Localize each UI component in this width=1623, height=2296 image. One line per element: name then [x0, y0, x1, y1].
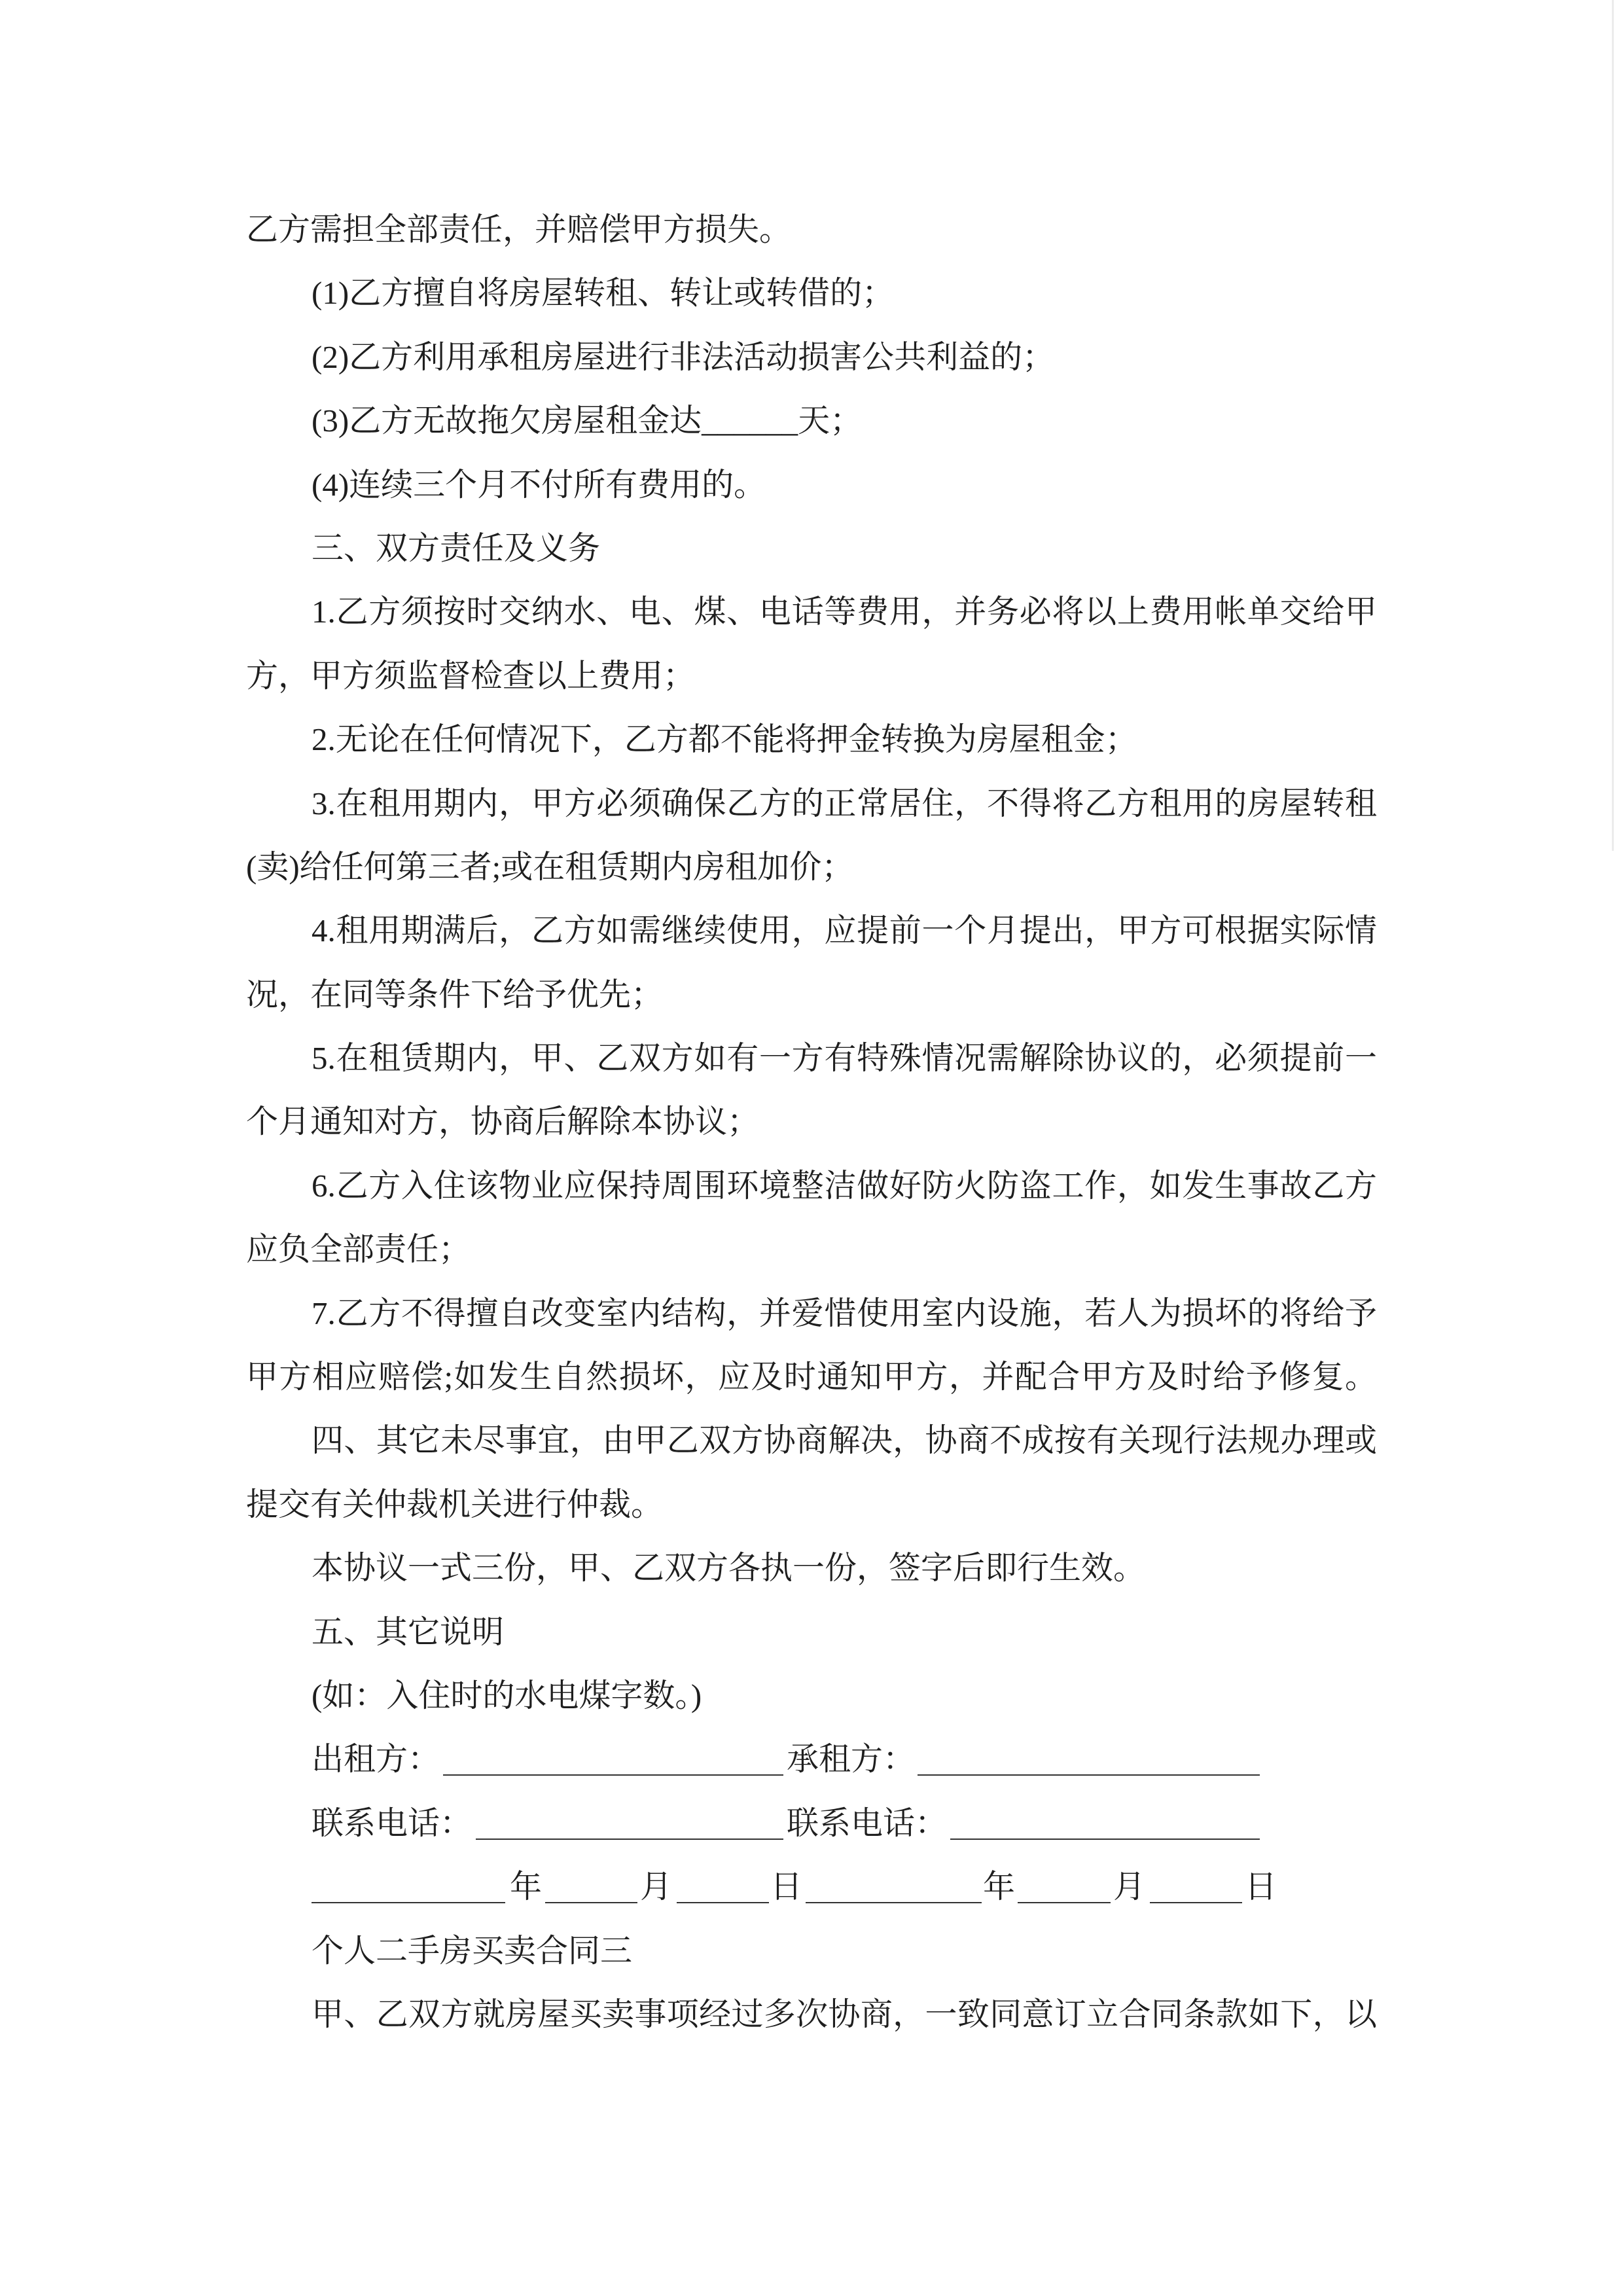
clause-item-1: (1)乙方擅自将房屋转租、转让或转借的； — [312, 275, 895, 312]
lessor-phone-blank — [476, 1839, 783, 1840]
day-label: 日 — [1245, 1869, 1277, 1905]
lessor-year-blank — [312, 1902, 505, 1903]
text-line: 提交有关仲裁机关进行仲裁。 — [246, 1486, 664, 1522]
signature-phone-row — [246, 1791, 1377, 1855]
lessee-phone-blank — [950, 1839, 1260, 1840]
lessee-blank — [918, 1774, 1260, 1776]
lessor-label: 出租方： — [312, 1741, 440, 1778]
clause-item-2: (2)乙方利用承租房屋进行非法活动损害公共利益的； — [312, 338, 1055, 375]
text-line: 6.乙方入住该物业应保持周围环境整洁做好防火防盗工作，如发生事故乙方 — [312, 1167, 1377, 1204]
lessee-phone-label: 联系电话： — [787, 1804, 948, 1841]
lessee-label: 承租方： — [787, 1741, 916, 1778]
signature-date-row — [246, 1855, 1377, 1918]
section-heading-other-matters: 四、其它未尽事宜，由甲乙双方协商解决，协商不成按有关现行法规办理或 — [312, 1422, 1377, 1459]
clause-item-4: (4)连续三个月不付所有费用的。 — [312, 466, 766, 503]
text-line: (卖)给任何第三者;或在租赁期内房租加价； — [246, 848, 854, 885]
lessee-year-blank — [806, 1902, 982, 1903]
day-label: 日 — [770, 1869, 803, 1905]
contract-title: 个人二手房买卖合同三 — [312, 1932, 633, 1969]
text-line: 应负全部责任； — [246, 1231, 471, 1268]
text-line: 方，甲方须监督检查以上费用； — [246, 657, 696, 694]
text-line: 甲方相应赔偿;如发生自然损坏，应及时通知甲方，并配合甲方及时给予修复。 — [246, 1359, 1377, 1395]
text-line: 3.在租用期内，甲方必须确保乙方的正常居住，不得将乙方租用的房屋转租 — [312, 785, 1377, 821]
signature-parties-row — [246, 1727, 1377, 1791]
text-line: 7.乙方不得擅自改变室内结构，并爱惜使用室内设施，若人为损坏的将给予 — [312, 1295, 1377, 1331]
text-line: 况，在同等条件下给予优先； — [246, 976, 664, 1013]
text-line: 个月通知对方，协商后解除本协议； — [246, 1103, 760, 1140]
lessor-blank — [443, 1774, 783, 1776]
lessee-day-blank — [1150, 1902, 1242, 1903]
month-label: 月 — [640, 1869, 673, 1905]
section-heading-notes: 五、其它说明 — [312, 1613, 505, 1650]
scan-edge-line — [1612, 0, 1614, 851]
lessor-month-blank — [545, 1902, 637, 1903]
clause-item-3: (3)乙方无故拖欠房屋租金达______天； — [312, 403, 863, 439]
lessor-phone-label: 联系电话： — [312, 1804, 473, 1841]
text-line: 1.乙方须按时交纳水、电、煤、电话等费用，并务必将以上费用帐单交给甲 — [312, 594, 1377, 630]
section-heading-responsibilities: 三、双方责任及义务 — [312, 529, 601, 566]
year-label: 年 — [510, 1869, 543, 1905]
text-line: 本协议一式三份，甲、乙双方各执一份，签字后即行生效。 — [312, 1550, 1146, 1587]
year-label: 年 — [983, 1869, 1016, 1905]
text-line: 5.在租赁期内，甲、乙双方如有一方有特殊情况需解除协议的，必须提前一 — [312, 1040, 1377, 1077]
text-line: 2.无论在任何情况下，乙方都不能将押金转换为房屋租金； — [312, 721, 1137, 758]
document-body — [246, 198, 1377, 2046]
text-line: (如：入住时的水电煤字数。) — [312, 1677, 702, 1713]
text-line: 乙方需担全部责任，并赔偿甲方损失。 — [246, 211, 792, 247]
month-label: 月 — [1113, 1869, 1146, 1905]
lessee-month-blank — [1018, 1902, 1111, 1903]
text-line: 甲、乙双方就房屋买卖事项经过多次协商，一致同意订立合同条款如下，以 — [312, 1996, 1377, 2032]
lessor-day-blank — [677, 1902, 769, 1903]
text-line: 4.租用期满后，乙方如需继续使用，应提前一个月提出，甲方可根据实际情 — [312, 912, 1377, 949]
